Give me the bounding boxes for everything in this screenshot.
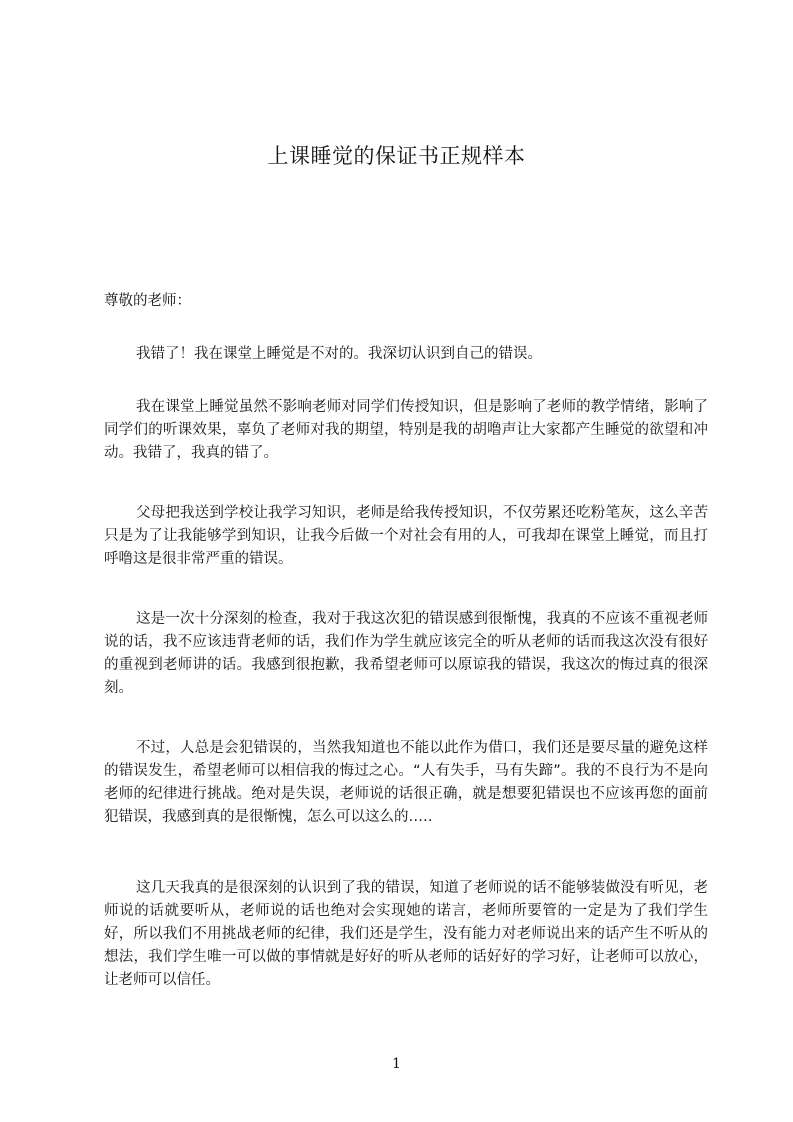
document-title: 上课睡觉的保证书正规样本 bbox=[267, 144, 526, 168]
paragraph-4: 这是一次十分深刻的检查，我对于我这次犯的错误感到很惭愧，我真的不应该不重视老师说的话，我不应该违背老师的话，我们作为学生就应该完全的听从老师的话而我这次没有很好的重视到老师讲的话。我感到很抱歉，我希望老师可以原谅我的错误，我这次的悔过真的很深刻。 bbox=[104, 611, 708, 696]
paragraph-2: 我在课堂上睡觉虽然不影响老师对同学们传授知识，但是影响了老师的教学情绪，影响了同学们的听课效果，辜负了老师对我的期望，特别是我的胡噜声让大家都产生睡觉的欲望和冲动。我错了，我真的错了。 bbox=[104, 399, 708, 461]
paragraph-6: 这几天我真的是很深刻的认识到了我的错误，知道了老师说的话不能够装做没有听见，老师说的话就要听从，老师说的话也绝对会实现她的诺言，老师所要管的一定是为了我们学生好，所以我们不用挑战老师的纪律，我们还是学生，没有能力对老师说出来的话产生不听从的想法，我们学生唯一可以做的事情就是好好的听从老师的话好好的学习好，让老师可以放心，让老师可以信任。 bbox=[104, 880, 708, 988]
paragraph-1: 我错了！我在课堂上睡觉是不对的。我深切认识到自己的错误。 bbox=[136, 346, 542, 362]
paragraph-5: 不过，人总是会犯错误的，当然我知道也不能以此作为借口，我们还是要尽量的避免这样的错误发生，希望老师可以相信我的悔过之心。“人有失手，马有失蹄”。我的不良行为不是向老师的纪律进行挑战。绝对是失误，老师说的话很正确，就是想要犯错误也不应该再您的面前犯错误，我感到真的是很惭愧，怎么可以这么的‥… bbox=[104, 740, 708, 825]
salutation: 尊敬的老师： bbox=[104, 293, 191, 309]
paragraph-3: 父母把我送到学校让我学习知识，老师是给我传授知识，不仅劳累还吃粉笔灰，这么辛苦只是为了让我能够学到知识，让我今后做一个对社会有用的人，可我却在课堂上睡觉，而且打呼噜这是很非常严重的错误。 bbox=[104, 505, 708, 567]
page-number: 1 bbox=[392, 1056, 401, 1072]
